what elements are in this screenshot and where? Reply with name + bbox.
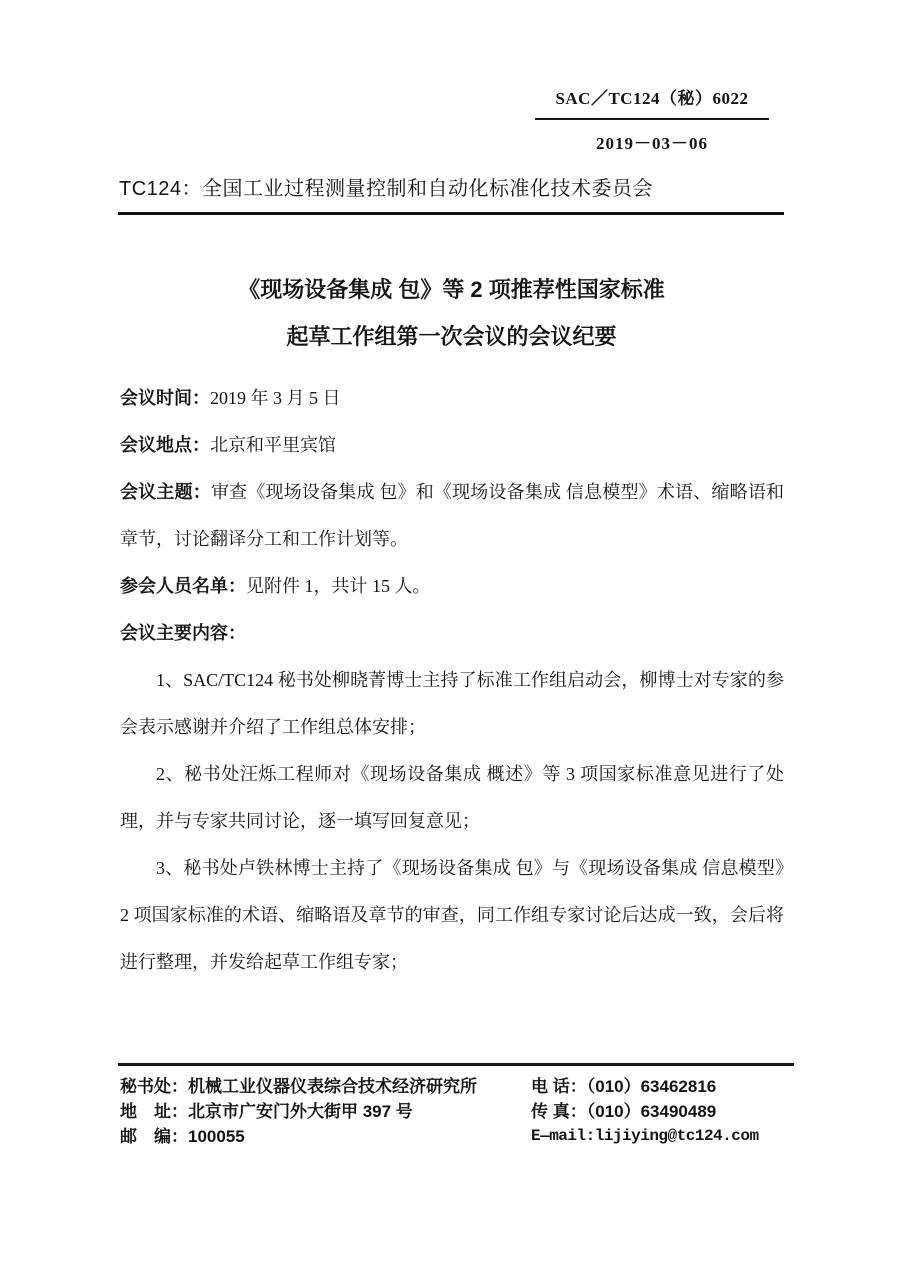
attendees-label: 参会人员名单： — [120, 576, 246, 596]
footer-right-column — [531, 1074, 801, 1149]
document-header — [535, 84, 769, 154]
meeting-place-value: 北京和平里宾馆 — [210, 435, 336, 455]
zip-label: 邮 编： — [120, 1127, 188, 1146]
fax-row — [531, 1099, 801, 1124]
fax-label: 传 真： — [531, 1102, 587, 1121]
meeting-topic-label: 会议主题： — [120, 482, 211, 502]
attendees-row — [120, 563, 784, 610]
committee-name: TC124：全国工业过程测量控制和自动化标准化技术委员会 — [119, 178, 654, 200]
header-divider — [118, 212, 784, 215]
content-item-2: 2、秘书处汪烁工程师对《现场设备集成 概述》等 3 项国家标准意见进行了处理，并与专家共同讨论，逐一填写回复意见； — [120, 764, 784, 831]
title-line-2: 起草工作组第一次会议的会议纪要 — [286, 324, 617, 349]
email-value: lijiying@tc124.com — [594, 1127, 759, 1145]
fax-value: （010）63490489 — [586, 1102, 717, 1121]
meeting-topic-value: 审查《现场设备集成 包》和《现场设备集成 信息模型》术语、缩略语和章节，讨论翻译分工和工作计划等。 — [120, 482, 785, 549]
phone-row — [531, 1074, 801, 1099]
content-item-3: 3、秘书处卢铁林博士主持了《现场设备集成 包》与《现场设备集成 信息模型》2 项国家标准的术语、缩略语及章节的审查，同工作组专家讨论后达成一致，会后将进行整理，并发给起草工作组专家； — [120, 858, 784, 972]
footer-left-column — [120, 1074, 520, 1149]
address-label: 地 址： — [120, 1102, 188, 1121]
content-item-1: 1、SAC/TC124 秘书处柳晓菁博士主持了标准工作组启动会，柳博士对专家的参会表示感谢并介绍了工作组总体安排； — [120, 670, 784, 737]
address-row — [120, 1099, 520, 1124]
meeting-time-label: 会议时间： — [120, 388, 210, 408]
meeting-place-row — [120, 422, 784, 469]
footer-divider — [118, 1063, 794, 1066]
doc-number: SAC／TC124（秘）6022 — [535, 84, 769, 120]
document-title — [120, 266, 783, 360]
main-content-label: 会议主要内容： — [120, 623, 246, 643]
meeting-time-value: 2019 年 3 月 5 日 — [210, 388, 341, 408]
document-body — [120, 375, 784, 986]
attendees-value: 见附件 1，共计 15 人。 — [246, 576, 431, 596]
zip-row — [120, 1124, 520, 1149]
address-value: 北京市广安门外大街甲 397 号 — [188, 1102, 413, 1121]
meeting-time-row — [120, 375, 784, 422]
secretariat-value: 机械工业仪器仪表综合技术经济研究所 — [188, 1077, 477, 1096]
email-label: E—mail: — [531, 1127, 595, 1145]
secretariat-label: 秘书处： — [120, 1077, 188, 1096]
secretariat-row — [120, 1074, 520, 1099]
meeting-topic-row — [120, 469, 784, 563]
email-row — [531, 1124, 801, 1149]
main-content-heading — [120, 610, 784, 657]
phone-value: （010）63462816 — [586, 1077, 717, 1096]
doc-date: 2019－03－06 — [596, 134, 708, 153]
meeting-place-label: 会议地点： — [120, 435, 210, 455]
phone-label: 电 话： — [531, 1077, 587, 1096]
zip-value: 100055 — [188, 1127, 245, 1146]
title-line-1: 《现场设备集成 包》等 2 项推荐性国家标准 — [238, 277, 665, 302]
